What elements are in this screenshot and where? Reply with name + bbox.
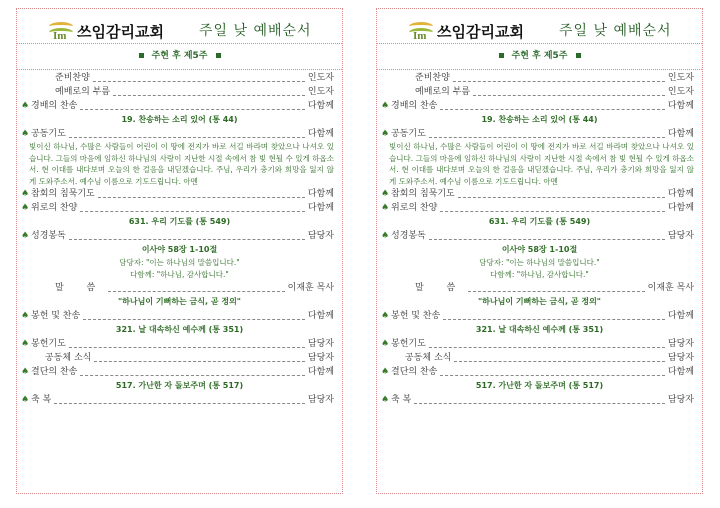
order-item xyxy=(17,99,342,113)
spade-icon: ♠ xyxy=(20,231,30,241)
order-item-leader: 인도자 xyxy=(307,73,334,83)
spade-icon: ♠ xyxy=(20,203,30,213)
prayer-text: 빛이신 하나님, 수많은 사람들이 어린이 이 땅에 전지가 바로 서길 바라며 찾았으나 나셔오 있습니다. 그들의 마음에 임하신 하나님의 사랑이 지난한 시절 속에서 참 빛 현될 수 있게 하옵소서. 현 이대를 내다보며 오늘의 한 걸음을 내딛겠습니다. 주님, 우리가 충기와 희망을 잃지 않게 도와주소서. 예수님 이름으로 기도드립니다. 아멘 xyxy=(389,142,694,186)
order-item-detail: 517. 가난한 자 돌보주며 (통 517) xyxy=(115,381,244,390)
order-item-label: 봉헌 및 찬송 xyxy=(31,311,81,321)
bulletin-header xyxy=(17,9,342,43)
order-item-label: 참회의 침묵기도 xyxy=(31,189,95,199)
church-name: 쓰임감리교회 xyxy=(77,23,164,41)
dotted-leader xyxy=(458,190,665,198)
spade-icon: ♠ xyxy=(380,203,390,213)
order-item xyxy=(377,365,702,379)
order-item-label: 준비찬양 xyxy=(55,73,90,83)
order-item-label: 위로의 찬양 xyxy=(391,203,438,213)
response-line: 다함께: "하나님, 감사합니다." xyxy=(130,270,229,279)
order-item-detail: 321. 날 대속하신 예수께 (통 351) xyxy=(115,325,244,334)
order-item-detail: 321. 날 대속하신 예수께 (통 351) xyxy=(475,325,604,334)
dotted-leader xyxy=(443,312,665,320)
order-item-label: 봉헌기도 xyxy=(31,339,66,349)
order-item xyxy=(377,99,702,113)
order-item-label: 성경봉독 xyxy=(31,231,66,241)
order-item-leader: 다함께 xyxy=(307,367,334,377)
response-quote xyxy=(17,257,342,281)
order-item xyxy=(377,229,702,243)
week-subtitle xyxy=(17,50,342,62)
order-item-detail: 이사야 58장 1-10절 xyxy=(141,245,218,254)
spade-icon: ♠ xyxy=(380,339,390,349)
order-item-leader: 담당자 xyxy=(667,395,694,405)
order-item xyxy=(17,85,342,99)
order-item xyxy=(377,71,702,85)
order-item-leader: 다함께 xyxy=(307,129,334,139)
order-item xyxy=(17,187,342,201)
prayer-text: 빛이신 하나님, 수많은 사람들이 어린이 이 땅에 전지가 바로 서길 바라며 찾았으나 나셔오 있습니다. 그들의 마음에 임하신 하나님의 사랑이 지난한 시절 속에서 참 빛 현될 수 있게 하옵소서. 현 이대를 내다보며 오늘의 한 걸음을 내딛겠습니다. 주님, 우리가 충기와 희망을 잃지 않게 도와주소서. 예수님 이름으로 기도드립니다. 아멘 xyxy=(29,142,334,186)
order-item-leader: 이재훈 목사 xyxy=(287,283,334,293)
spade-icon: ♠ xyxy=(20,129,30,139)
order-item xyxy=(17,337,342,351)
response-line: 담당자: "이는 하나님의 말씀입니다." xyxy=(479,258,600,267)
divider xyxy=(377,69,702,70)
bulletin-header xyxy=(377,9,702,43)
order-item-leader: 다함께 xyxy=(307,203,334,213)
order-item xyxy=(17,365,342,379)
dotted-leader xyxy=(429,232,665,240)
worship-order xyxy=(17,71,342,407)
logo-wave-icon xyxy=(49,20,75,42)
order-item-leader: 다함께 xyxy=(667,129,694,139)
order-item-leader: 담당자 xyxy=(307,353,334,363)
divider xyxy=(17,69,342,70)
order-item-leader: 이재훈 목사 xyxy=(647,283,694,293)
order-item-leader: 다함께 xyxy=(307,311,334,321)
spade-icon: ♠ xyxy=(20,311,30,321)
order-item-leader: 담당자 xyxy=(667,231,694,241)
order-item xyxy=(17,281,342,295)
order-item-label: 봉헌기도 xyxy=(391,339,426,349)
order-item-leader: 다함께 xyxy=(667,203,694,213)
order-item-label: 예배로의 부름 xyxy=(55,87,111,97)
dotted-leader xyxy=(94,354,305,362)
order-item-label: 결단의 찬송 xyxy=(391,367,438,377)
order-item-label: 경배의 찬송 xyxy=(391,101,438,111)
dotted-leader xyxy=(54,396,305,404)
dotted-leader xyxy=(80,102,305,110)
spade-icon: ♠ xyxy=(20,101,30,111)
bulletin-title: 주일 낮 예배순서 xyxy=(199,23,312,39)
week-subtitle xyxy=(377,50,702,62)
order-item xyxy=(377,393,702,407)
logo-text: Im xyxy=(413,30,427,42)
spade-icon: ♠ xyxy=(20,367,30,377)
dotted-leader xyxy=(113,88,305,96)
dotted-leader xyxy=(440,102,665,110)
order-item-label: 봉헌 및 찬송 xyxy=(391,311,441,321)
order-item-label: 공동체 소식 xyxy=(45,353,92,363)
order-item-leader: 다함께 xyxy=(307,101,334,111)
dotted-leader xyxy=(69,340,305,348)
dotted-leader xyxy=(98,190,305,198)
order-item xyxy=(377,127,702,141)
order-item xyxy=(17,229,342,243)
square-bullet-icon xyxy=(576,53,581,58)
order-item-leader: 담당자 xyxy=(307,231,334,241)
spade-icon: ♠ xyxy=(20,395,30,405)
spade-icon: ♠ xyxy=(380,367,390,377)
order-item xyxy=(17,127,342,141)
week-label: 주현 후 제5주 xyxy=(151,51,208,61)
order-item-label: 경배의 찬송 xyxy=(31,101,78,111)
order-item xyxy=(17,393,342,407)
divider xyxy=(377,43,702,44)
order-item-label: 준비찬양 xyxy=(415,73,450,83)
divider xyxy=(17,43,342,44)
order-item-detail: 517. 가난한 자 돌보주며 (통 517) xyxy=(475,381,604,390)
order-item-leader: 다함께 xyxy=(667,367,694,377)
square-bullet-icon xyxy=(499,53,504,58)
order-item-leader: 다함께 xyxy=(307,189,334,199)
order-item xyxy=(17,71,342,85)
order-item xyxy=(17,309,342,323)
order-item-leader: 인도자 xyxy=(667,87,694,97)
square-bullet-icon xyxy=(216,53,221,58)
order-item xyxy=(17,351,342,365)
dotted-leader xyxy=(108,284,284,292)
order-item xyxy=(377,187,702,201)
dotted-leader xyxy=(414,396,665,404)
order-item xyxy=(377,337,702,351)
dotted-leader xyxy=(69,130,305,138)
order-item-leader: 담당자 xyxy=(307,339,334,349)
spade-icon: ♠ xyxy=(380,231,390,241)
church-logo xyxy=(49,18,164,42)
order-item-label: 말 씀 xyxy=(55,283,106,293)
order-item-leader: 다함께 xyxy=(667,101,694,111)
logo-text: Im xyxy=(53,30,67,42)
spade-icon: ♠ xyxy=(380,101,390,111)
order-item-detail: 19. 찬송하는 소리 있어 (통 44) xyxy=(481,115,598,124)
dotted-leader xyxy=(473,88,665,96)
bulletin-title: 주일 낮 예배순서 xyxy=(559,23,672,39)
order-item xyxy=(377,309,702,323)
order-item xyxy=(377,281,702,295)
order-item-label: 공동기도 xyxy=(31,129,66,139)
order-item-leader: 다함께 xyxy=(667,189,694,199)
dotted-leader xyxy=(429,130,665,138)
dotted-leader xyxy=(429,340,665,348)
order-item-label: 성경봉독 xyxy=(391,231,426,241)
bulletin-page-left xyxy=(16,8,343,494)
order-item-detail: "하나님이 기뻐하는 금식, 곧 정의" xyxy=(478,297,601,306)
spade-icon: ♠ xyxy=(20,189,30,199)
dotted-leader xyxy=(80,204,305,212)
dotted-leader xyxy=(93,74,305,82)
order-item-detail: 631. 우리 기도를 (통 549) xyxy=(128,217,231,226)
week-label: 주현 후 제5주 xyxy=(511,51,568,61)
dotted-leader xyxy=(83,312,305,320)
church-logo xyxy=(409,18,524,42)
order-item-leader: 인도자 xyxy=(307,87,334,97)
order-item xyxy=(17,201,342,215)
order-item-leader: 담당자 xyxy=(667,353,694,363)
order-item-label: 결단의 찬송 xyxy=(31,367,78,377)
order-item-label: 축 복 xyxy=(391,395,412,405)
order-item-leader: 담당자 xyxy=(307,395,334,405)
response-line: 다함께: "하나님, 감사합니다." xyxy=(490,270,589,279)
bulletin-page-right xyxy=(376,8,703,494)
order-item-detail: "하나님이 기뻐하는 금식, 곧 정의" xyxy=(118,297,241,306)
order-item xyxy=(377,351,702,365)
order-item-label: 참회의 침묵기도 xyxy=(391,189,455,199)
order-item-detail: 19. 찬송하는 소리 있어 (통 44) xyxy=(121,115,238,124)
order-item-leader: 다함께 xyxy=(667,311,694,321)
order-item-leader: 인도자 xyxy=(667,73,694,83)
order-item-leader: 담당자 xyxy=(667,339,694,349)
order-item-detail: 631. 우리 기도를 (통 549) xyxy=(488,217,591,226)
church-name: 쓰임감리교회 xyxy=(437,23,524,41)
spade-icon: ♠ xyxy=(380,129,390,139)
dotted-leader xyxy=(80,368,305,376)
worship-order xyxy=(377,71,702,407)
order-item xyxy=(377,85,702,99)
logo-wave-icon xyxy=(409,20,435,42)
square-bullet-icon xyxy=(139,53,144,58)
order-item-label: 말 씀 xyxy=(415,283,466,293)
response-line: 담당자: "이는 하나님의 말씀입니다." xyxy=(119,258,240,267)
order-item-label: 위로의 찬양 xyxy=(31,203,78,213)
dotted-leader xyxy=(454,354,665,362)
order-item-label: 예배로의 부름 xyxy=(415,87,471,97)
spade-icon: ♠ xyxy=(380,395,390,405)
spade-icon: ♠ xyxy=(380,311,390,321)
order-item-label: 공동기도 xyxy=(391,129,426,139)
order-item xyxy=(377,201,702,215)
response-quote xyxy=(377,257,702,281)
dotted-leader xyxy=(69,232,305,240)
dotted-leader xyxy=(453,74,665,82)
dotted-leader xyxy=(440,368,665,376)
order-item-label: 축 복 xyxy=(31,395,52,405)
spade-icon: ♠ xyxy=(380,189,390,199)
order-item-label: 공동체 소식 xyxy=(405,353,452,363)
dotted-leader xyxy=(440,204,665,212)
spade-icon: ♠ xyxy=(20,339,30,349)
order-item-detail: 이사야 58장 1-10절 xyxy=(501,245,578,254)
dotted-leader xyxy=(468,284,644,292)
